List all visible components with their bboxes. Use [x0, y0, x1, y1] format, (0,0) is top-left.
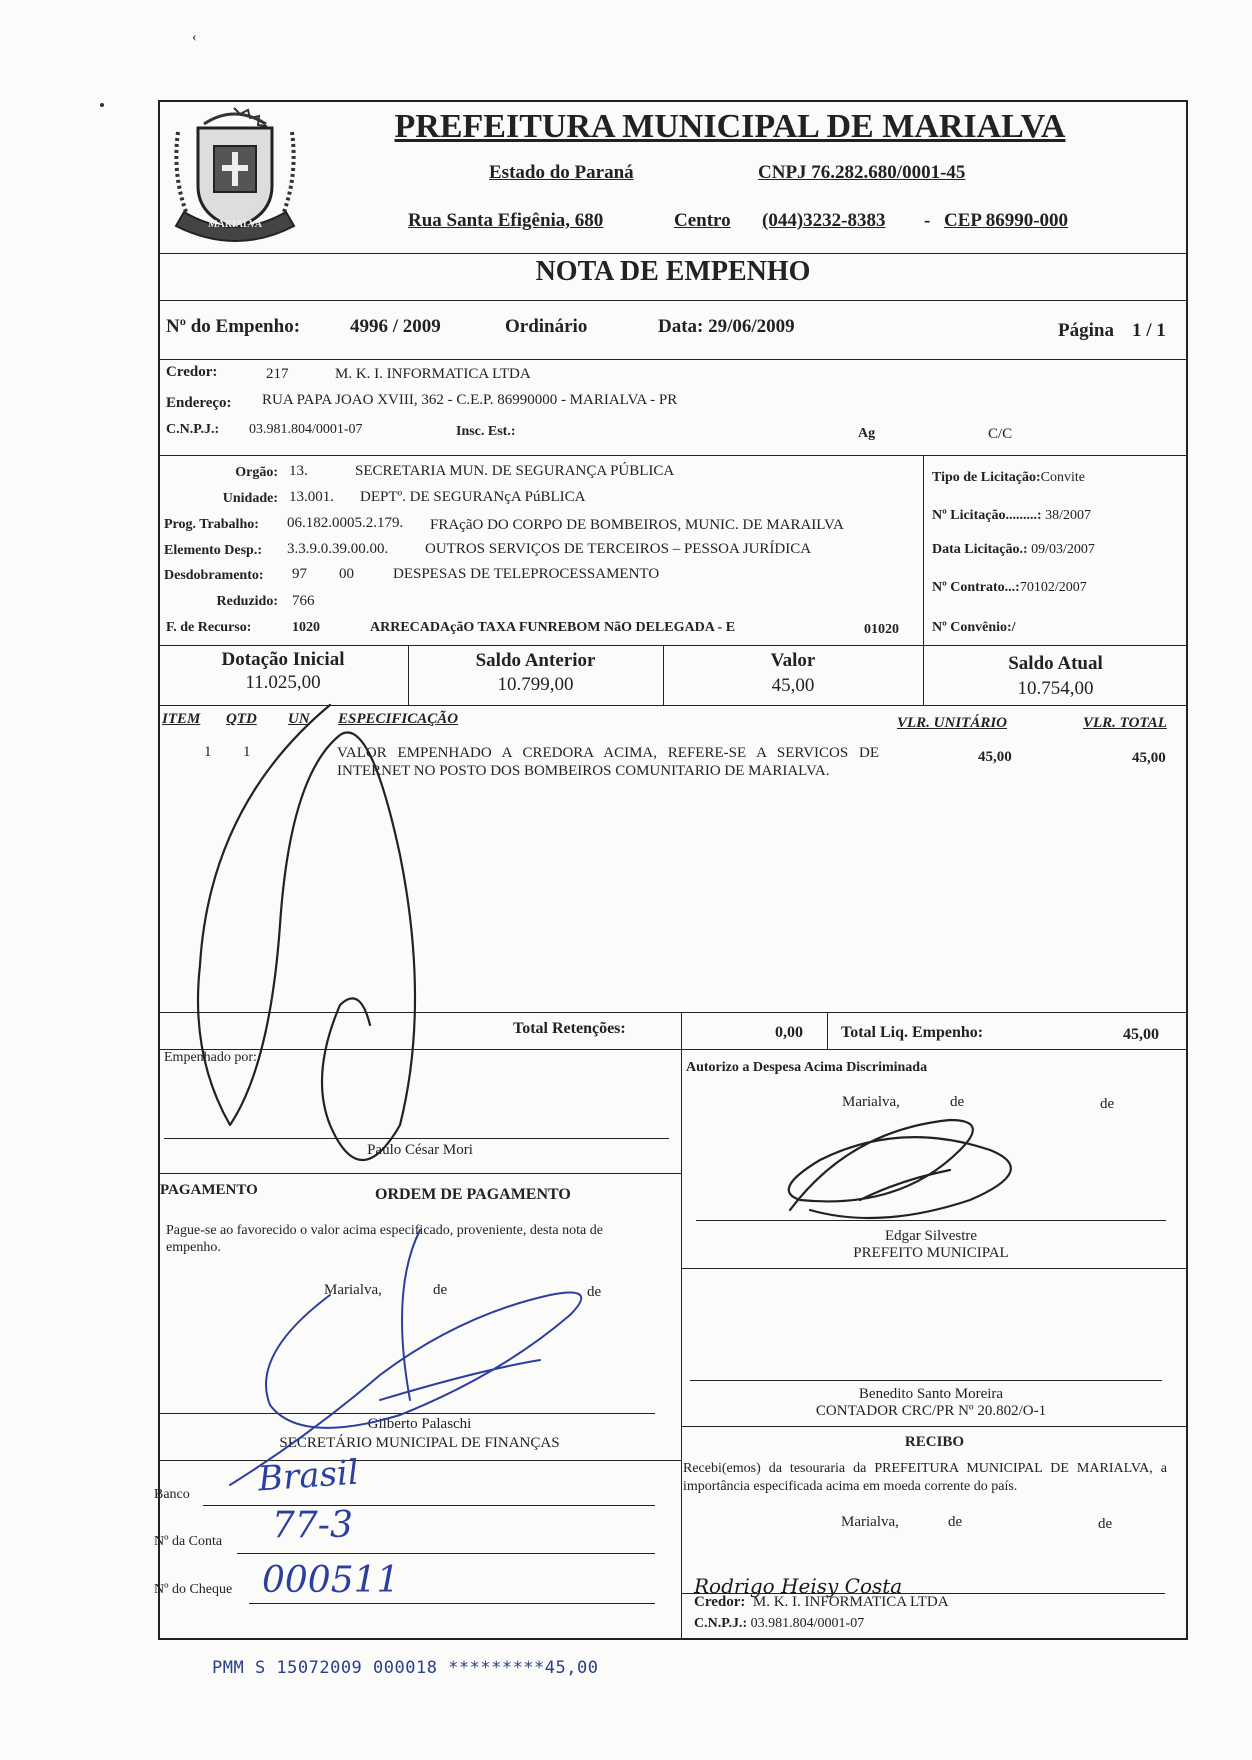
- secretario-signature: [230, 1230, 581, 1485]
- dotacao-inicial-value: 11.025,00: [245, 672, 321, 693]
- convenio-label: Nº Convênio:/: [932, 620, 1016, 635]
- desd-code1: 97: [292, 566, 307, 582]
- unidade-code: 13.001.: [289, 489, 334, 505]
- payment-stamp: PMM S 15072009 000018 *********45,00: [212, 1658, 599, 1678]
- total-liquido-label: Total Liq. Empenho:: [841, 1024, 984, 1041]
- cheque-handwritten: 000511: [262, 1560, 400, 1601]
- page-number: 1 / 1: [1132, 320, 1166, 341]
- banco-label: Banco: [154, 1487, 190, 1502]
- recurso-code: 1020: [292, 620, 320, 635]
- saldo-atual-value: 10.754,00: [1017, 678, 1094, 699]
- elem-label: Elemento Desp.:: [164, 543, 262, 558]
- credor-code: 217: [266, 366, 289, 382]
- autorizo-city: Marialva,: [842, 1094, 900, 1110]
- recibo-cnpj: C.N.P.J.: 03.981.804/0001-07: [694, 1616, 865, 1631]
- unidade-label: Unidade:: [222, 491, 278, 506]
- autorizo-de2: de: [1100, 1096, 1115, 1112]
- reduzido-value: 766: [292, 593, 315, 609]
- header-street: Rua Santa Efigênia, 680: [408, 210, 604, 231]
- ordem-pagamento-label: ORDEM DE PAGAMENTO: [375, 1186, 571, 1203]
- header-cep: CEP 86990-000: [944, 210, 1069, 231]
- credor-cnpj-label: C.N.P.J.:: [166, 422, 220, 437]
- address-label: Endereço:: [166, 395, 232, 411]
- recurso-code2: 01020: [864, 622, 899, 637]
- credor-cnpj: 03.981.804/0001-07: [249, 422, 363, 437]
- licitacao-type: Tipo de Licitação:Convite: [932, 470, 1085, 485]
- empenho-number: 4996 / 2009: [350, 316, 441, 337]
- empenhado-label: Empenhado por:: [164, 1050, 257, 1065]
- recibo-credor: Credor: M. K. I. INFORMATICA LTDA: [694, 1594, 949, 1610]
- banco-handwritten: Brasil: [256, 1452, 360, 1500]
- licitacao-date: Data Licitação.: 09/03/2007: [932, 542, 1095, 557]
- contrato-number: Nº Contrato...:70102/2007: [932, 580, 1087, 595]
- header-cnpj: CNPJ 76.282.680/0001-45: [758, 162, 966, 183]
- valor-label: Valor: [770, 650, 816, 671]
- page-label: Página: [1058, 320, 1114, 341]
- recibo-city: Marialva,: [841, 1514, 899, 1530]
- col-total-value: VLR. TOTAL: [1083, 715, 1167, 731]
- elem-name: OUTROS SERVIÇOS DE TERCEIROS – PESSOA JURÍDICA: [425, 541, 812, 557]
- pagamento-text: Pague-se ao favorecido o valor acima especificado, proveniente, desta nota de empenho.: [166, 1223, 603, 1255]
- orgao-code: 13.: [289, 463, 308, 479]
- recibo-title: RECIBO: [904, 1434, 965, 1450]
- recibo-signature: Rodrigo Heisy Costa: [694, 1574, 903, 1598]
- pagamento-city: Marialva,: [324, 1282, 382, 1298]
- saldo-atual-label: Saldo Atual: [1008, 653, 1103, 674]
- header-state: Estado do Paraná: [489, 162, 634, 183]
- recibo-de2: de: [1098, 1516, 1113, 1532]
- seal-text: MARIALVA: [208, 219, 262, 230]
- desd-label: Desdobramento:: [164, 568, 264, 583]
- secretario-role: SECRETÁRIO MUNICIPAL DE FINANÇAS: [279, 1435, 560, 1451]
- item-spec: VALOR EMPENHADO A CREDORA ACIMA, REFERE-SE A SERVICOS DE INTERNET NO POSTO DOS BOMBEIROS COMUNITARIO DE MARIALVA.: [337, 745, 879, 779]
- empenho-date: Data: 29/06/2009: [658, 316, 795, 337]
- pagamento-de1: de: [433, 1282, 448, 1298]
- empenhado-name: Paulo César Mori: [367, 1142, 473, 1158]
- desd-code2: 00: [339, 566, 354, 582]
- empenho-number-label: Nº do Empenho:: [166, 316, 301, 337]
- empenho-type: Ordinário: [505, 316, 588, 337]
- prog-name: FRAçãO DO CORPO DE BOMBEIROS, MUNIC. DE MARAILVA: [430, 517, 844, 533]
- conta-handwritten: 77-3: [272, 1505, 353, 1546]
- total-liquido-value: 45,00: [1123, 1026, 1159, 1043]
- credor-label: Credor:: [166, 364, 218, 380]
- credor-address: RUA PAPA JOAO XVIII, 362 - C.E.P. 86990000 - MARIALVA - PR: [262, 392, 678, 408]
- saldo-anterior-label: Saldo Anterior: [475, 650, 596, 671]
- header-title: PREFEITURA MUNICIPAL DE MARIALVA: [394, 108, 1066, 145]
- pagamento-de2: de: [587, 1284, 602, 1300]
- item-total-value: 45,00: [1132, 750, 1166, 766]
- secretario-name: Gilberto Palaschi: [367, 1416, 472, 1432]
- item-qtd: 1: [243, 744, 251, 760]
- cheque-label: Nº do Cheque: [154, 1582, 233, 1597]
- recibo-de1: de: [948, 1514, 963, 1530]
- recurso-name: ARRECADAçãO TAXA FUNREBOM NãO DELEGADA - E: [370, 620, 736, 635]
- contador-name: Benedito Santo Moreira: [858, 1386, 1004, 1402]
- autorizo-de1: de: [950, 1094, 965, 1110]
- prog-label: Prog. Trabalho:: [164, 517, 259, 532]
- prefeito-name: Edgar Silvestre: [884, 1228, 978, 1244]
- prefeito-signature: [789, 1120, 1011, 1218]
- saldo-anterior-value: 10.799,00: [497, 674, 574, 695]
- scan-mark: ‹: [192, 30, 197, 45]
- ag-label: Ag: [858, 426, 876, 441]
- orgao-name: SECRETARIA MUN. DE SEGURANÇA PÚBLICA: [355, 463, 675, 479]
- item-unit-value: 45,00: [978, 749, 1012, 765]
- pagamento-label: PAGAMENTO: [160, 1182, 258, 1198]
- recurso-label: F. de Recurso:: [166, 620, 252, 635]
- col-qtd: QTD: [226, 711, 257, 727]
- cc-label: C/C: [988, 426, 1013, 442]
- total-retencoes-value: 0,00: [775, 1024, 803, 1041]
- col-item: ITEM: [162, 711, 201, 727]
- item-number: 1: [204, 744, 212, 760]
- empenhado-signature: [198, 705, 415, 1160]
- insc-label: Insc. Est.:: [456, 424, 516, 439]
- credor-name: M. K. I. INFORMATICA LTDA: [335, 366, 531, 382]
- header-separator: -: [924, 210, 931, 231]
- autorizo-label: Autorizo a Despesa Acima Discriminada: [686, 1060, 928, 1075]
- prefeito-role: PREFEITO MUNICIPAL: [853, 1245, 1009, 1261]
- conta-label: Nº da Conta: [154, 1534, 223, 1549]
- elem-code: 3.3.9.0.39.00.00.: [287, 541, 389, 557]
- prog-code: 06.182.0005.2.179.: [287, 515, 404, 531]
- licitacao-number: Nº Licitação.........: 38/2007: [932, 508, 1091, 523]
- desd-name: DESPESAS DE TELEPROCESSAMENTO: [393, 566, 660, 582]
- contador-role: CONTADOR CRC/PR Nº 20.802/O-1: [815, 1403, 1047, 1419]
- orgao-label: Orgão:: [235, 465, 278, 480]
- total-retencoes-label: Total Retenções:: [513, 1020, 626, 1037]
- col-un: UN: [288, 711, 310, 727]
- header-district: Centro: [674, 210, 731, 231]
- document-title: NOTA DE EMPENHO: [535, 256, 811, 287]
- recibo-text: Recebi(emos) da tesouraria da PREFEITURA MUNICIPAL DE MARIALVA, a importância especificada acima em moeda corrente do país.: [683, 1461, 1167, 1494]
- valor-value: 45,00: [771, 675, 815, 696]
- header-phone: (044)3232-8383: [762, 210, 886, 231]
- col-unit-value: VLR. UNITÁRIO: [897, 715, 1008, 731]
- dotacao-inicial-label: Dotação Inicial: [221, 649, 345, 670]
- unidade-name: DEPTº. DE SEGURANçA PúBLICA: [360, 489, 586, 505]
- reduzido-label: Reduzido:: [216, 594, 278, 609]
- col-spec: ESPECIFICAÇÃO: [338, 711, 459, 727]
